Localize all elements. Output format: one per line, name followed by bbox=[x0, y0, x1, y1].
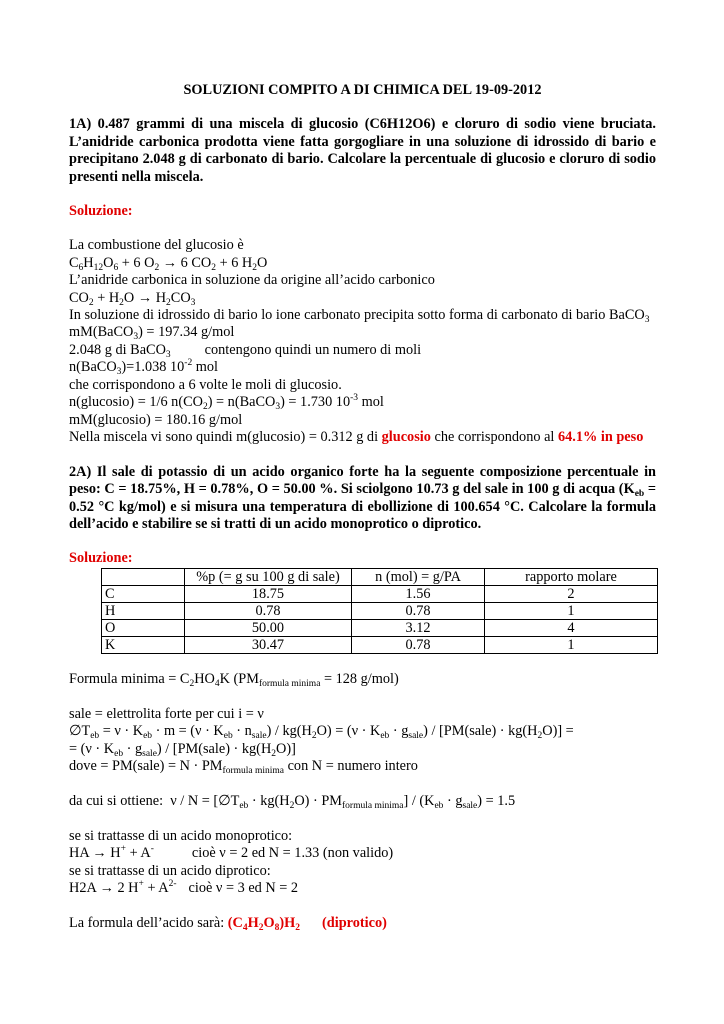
table-cell: 1.56 bbox=[352, 585, 485, 602]
equation-delta-t-cont: = $(\nu \cdot K_{eb} \cdot g_{sale})$ / [PM(sale) · $kg(H_2O)$] bbox=[69, 740, 296, 759]
highlight-glucosio: glucosio bbox=[381, 428, 431, 445]
text-final-1a: Nella miscela vi sono quindi m(glucosio) = 0.312 g di glucosio che corrispondono al 64.1% in peso bbox=[69, 428, 644, 445]
solution-label-2a: Soluzione: bbox=[69, 550, 133, 567]
text-formula-minima: Formula minima = $C_2HO_4K$ ($PM_{formula minima} = 128$ g/mol) bbox=[69, 671, 399, 690]
document-title: SOLUZIONI COMPITO A DI CHIMICA DEL 19-09-2012 bbox=[183, 82, 542, 98]
table-cell: 4 bbox=[485, 619, 658, 636]
highlight-percent: 64.1% in peso bbox=[557, 428, 644, 445]
text-molar-mass-glucose: mM(glucosio) = 180.16 g/mol bbox=[69, 411, 243, 428]
table-cell: C bbox=[102, 585, 185, 602]
equation-combustion: $C_6H_{12}O_6 + 6$ $O_2 \to 6$ $CO_2 + 6$ $H_2O$ bbox=[69, 254, 268, 273]
equation-delta-t: $\emptyset T_{eb} = \nu \cdot K_{eb} \cdot m = (\nu \cdot K_{eb} \cdot n_{sale}) / kg(H_2O) = (\nu \cdot K_{eb} \cdot g_{sale})$ / [PM(sale) · $kg(H_2O)$] = bbox=[69, 723, 574, 742]
text-corrispondono: che corrispondono a 6 volte le moli di glucosio. bbox=[69, 376, 342, 393]
solution-label-1a: Soluzione: bbox=[69, 203, 133, 220]
table-cell: 3.12 bbox=[352, 619, 485, 636]
text-carbonic: L’anidride carbonica in soluzione da origine all’acido carbonico bbox=[69, 272, 435, 289]
highlight-diprotico: (diprotico) bbox=[322, 914, 387, 931]
document-page bbox=[69, 82, 656, 932]
text-combustion: La combustione del glucosio è bbox=[69, 237, 244, 254]
table-cell: O bbox=[102, 619, 185, 636]
table-row bbox=[102, 602, 658, 619]
text-monoprotico: se si trattasse di un acido monoprotico: bbox=[69, 827, 293, 844]
table-header-cell: n (mol) = g/PA bbox=[352, 568, 485, 585]
table-header-row bbox=[102, 568, 658, 585]
text-grams-baco3: 2.048 g di BaCO$_3$ contengono quindi un numero di moli bbox=[69, 341, 422, 360]
table-header-cell: rapporto molare bbox=[485, 568, 658, 585]
text-moles-glucose: n(glucosio) = 1/6 $n(CO_2)$ = n(BaCO$_3$) = 1.730 $10^{-3}$ mol bbox=[69, 393, 384, 413]
table-cell: 18.75 bbox=[185, 585, 352, 602]
table-cell: H bbox=[102, 602, 185, 619]
question-1a: 1A) 0.487 grammi di una miscela di glucosio (C6H12O6) e cloruro di sodio viene bruciata. L’anidride carbonica prodotta viene fatta gorgogliare in una soluzione di idrossido di bario e precipitano 2.048 g di carbonato di bario. Calcolare la percentuale di glucosio e cloruro di sodio presenti nella miscela. bbox=[69, 116, 656, 185]
equation-carbonic: $CO_2 + H_2O \to H_2CO_3$ bbox=[69, 289, 196, 308]
table-cell: 2 bbox=[485, 585, 658, 602]
table-row bbox=[102, 636, 658, 653]
equation-ratio: da cui si ottiene: $\nu / N = [\emptyset T_{eb} \cdot kg(H_2O) \cdot PM_{formula minima}] / (K_{eb} \cdot g_{sale}) = 1.5$ bbox=[69, 792, 516, 811]
text-molar-mass-baco3: mM(BaCO$_3$) = 197.34 g/mol bbox=[69, 324, 235, 343]
equation-monoprotico: HA → H+ + A- cioè ν = 2 ed N = 1.33 (non valido) bbox=[69, 844, 394, 862]
text-sale-elettrolita: sale = elettrolita forte per cui i = ν bbox=[69, 705, 264, 722]
highlight-formula: $(C_4H_2O_8)H_2$ bbox=[227, 914, 301, 933]
table-cell: 1 bbox=[485, 636, 658, 653]
text-final-2a: La formula dell’acido sarà: $(C_4H_2O_8)H_2$ (diprotico) bbox=[69, 914, 387, 933]
question-2a: 2A) Il sale di potassio di un acido organico forte ha la seguente composizione percentuale in peso: C = 18.75%, H = 0.78%, O = 50.00 %. Si sciolgono 10.73 g del sale in 100 g di acqua ($K_{eb} = 0.52$ °C kg/mol) e si misura una temperatura di ebollizione di 100.654 °C. Calcolare la formula dell’acido e stabilire se si tratti di un acido monoprotico o diprotico. bbox=[69, 463, 657, 532]
table-cell: 50.00 bbox=[185, 619, 352, 636]
table-cell: 0.78 bbox=[352, 602, 485, 619]
table-cell: 0.78 bbox=[352, 636, 485, 653]
text-moles-baco3: n(BaCO$_3$)=1.038 $10^{-2}$ mol bbox=[69, 358, 219, 378]
table-row bbox=[102, 585, 658, 602]
table-cell: 0.78 bbox=[185, 602, 352, 619]
equation-diprotico: H2A → 2 $H^+ + A^{2-}$ cioè ν = 3 ed N = 2 bbox=[69, 878, 299, 896]
table-row bbox=[102, 619, 658, 636]
text-diprotico: se si trattasse di un acido diprotico: bbox=[69, 862, 271, 879]
table-cell: 1 bbox=[485, 602, 658, 619]
composition-table bbox=[101, 568, 658, 654]
text-precipitate: In soluzione di idrossido di bario lo ione carbonato precipita sotto forma di carbonato di bario BaCO$_3$ bbox=[69, 307, 650, 326]
table-header-cell bbox=[102, 568, 185, 585]
table-header-cell: %p (= g su 100 g di sale) bbox=[185, 568, 352, 585]
table-cell: 30.47 bbox=[185, 636, 352, 653]
table-cell: K bbox=[102, 636, 185, 653]
text-dove: dove = PM(sale) = $N \cdot PM_{formula minima}$ con N = numero intero bbox=[69, 758, 418, 777]
